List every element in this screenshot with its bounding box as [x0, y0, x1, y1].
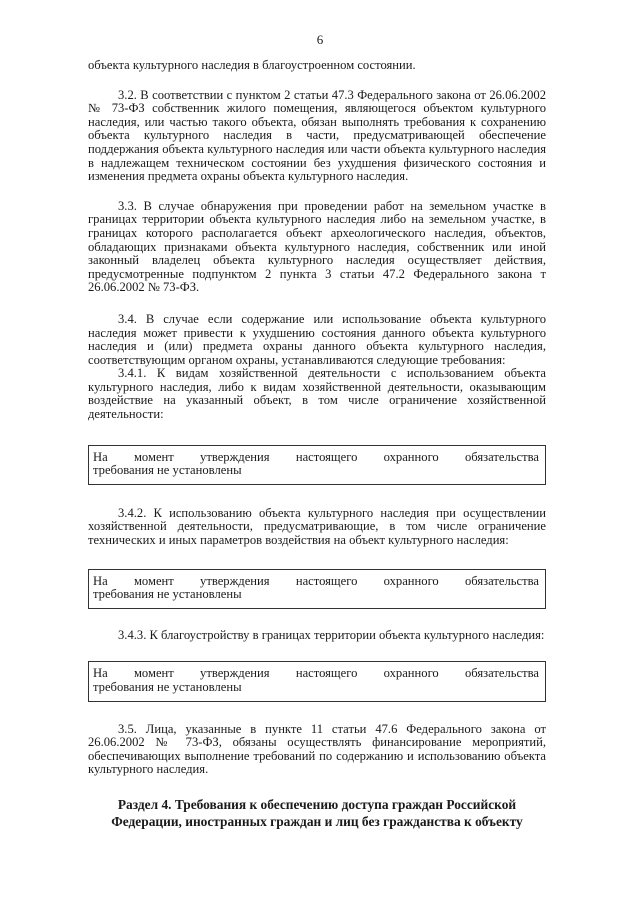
paragraph-3-2: 3.2. В соответствии с пунктом 2 статьи 47.3 Федерального закона от 26.06.2002 № 73-ФЗ собственник жилого помещения, являющегося объектом культурного наследия, или частью такого объекта, обязан выполнять требования к сохранению объекта культурного наследия в части, предусматривающей обеспечение поддержания объекта культурного наследия или части объекта культурного наследия в надлежащем техническом состоянии без ухудшения физического состояния и изменения предмета охраны объекта культурного наследия. [88, 87, 546, 184]
paragraph-3-4-1: 3.4.1. К видам хозяйственной деятельности с использованием объекта культурного наследия, либо к видам хозяйственной деятельности, оказывающим воздействие на указанный объект, в том числе ограничение хозяйственной деятельности: [88, 366, 546, 422]
paragraph-continuation: объекта культурного наследия в благоустроенном состоянии. [88, 58, 416, 72]
requirement-box-1-line-2: требования не установлены [93, 463, 242, 478]
page-number: 6 [316, 32, 324, 47]
requirement-box-2-line-1: На момент утверждения настоящего охранного обязательства [93, 573, 539, 588]
section-4-heading: Раздел 4. Требования к обеспечению доступа граждан Российской Федерации, иностранных граждан и лиц без гражданства к объекту [111, 796, 523, 829]
requirement-box-2-line-2: требования не установлены [93, 587, 242, 602]
paragraph-3-3: 3.3. В случае обнаружения при проведении работ на земельном участке в границах территории объекта культурного наследия либо на земельном участке, в границах которого располагается объект археологического наследия, объектов, обладающих признаками объекта культурного наследия, собственник или иной законный владелец объекта культурного наследия осуществляет действия, предусмотренные подпунктом 2 пункта 3 статьи 47.2 Федерального закона т 26.06.2002 № 73-ФЗ. [88, 198, 546, 295]
document-body [88, 59, 546, 830]
paragraph-3-4: 3.4. В случае если содержание или использование объекта культурного наследия может привести к ухудшению состояния данного объекта культурного наследия и (или) предмета охраны данного объекта культурного наследия, соответствующим органом охраны, устанавливаются следующие требования: [88, 311, 546, 367]
paragraph-3-4-3: 3.4.3. К благоустройству в границах территории объекта культурного наследия: [118, 627, 545, 642]
requirement-box-1 [88, 445, 546, 485]
paragraph-3-5: 3.5. Лица, указанные в пункте 11 статьи 47.6 Федерального закона от 26.06.2002 № 73-ФЗ, обязаны осуществлять финансирование мероприятий, обеспечивающих выполнение требований по содержанию и использованию объекта культурного наследия. [88, 721, 546, 777]
requirement-box-1-line-1: На момент утверждения настоящего охранного обязательства [93, 449, 539, 464]
requirement-box-3-line-1: На момент утверждения настоящего охранного обязательства [93, 666, 539, 681]
requirement-box-3-line-2: требования не установлены [93, 680, 242, 694]
paragraph-3-4-2: 3.4.2. К использованию объекта культурного наследия при осуществлении хозяйственной деятельности, предусматривающие, в том числе ограничение технических и иных параметров воздействия на объект культурного наследия: [88, 505, 546, 548]
requirement-box-3 [88, 661, 546, 701]
requirement-box-2 [88, 569, 546, 609]
